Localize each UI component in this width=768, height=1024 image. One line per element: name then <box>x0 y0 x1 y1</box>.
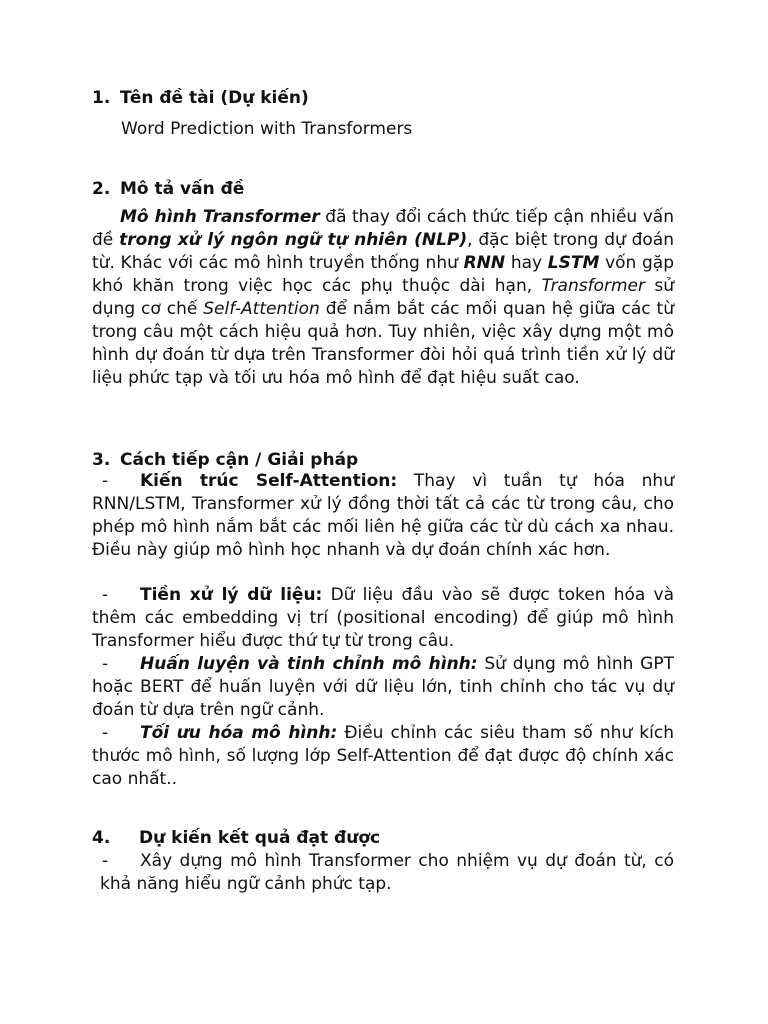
text-run: vốn gặp khó khăn trong việc học các phụ thuộc dài hạn, <box>92 253 675 296</box>
item-text: Dữ liệu đầu vào sẽ được token hóa và thêm các embedding vị trí (positional encoding) để giúp mô hình Transformer hiểu được thứ tự từ trong câu. <box>92 585 674 651</box>
item-label: Huấn luyện và tinh chỉnh mô hình: <box>140 654 478 674</box>
text-run: hay <box>505 253 548 273</box>
bullet-dash: - <box>102 471 109 491</box>
bullet-dash: - <box>102 585 109 605</box>
text-run: để nắm bắt các mối quan hệ giữa các từ trong câu một cách hiệu quả hơn. Tuy nhiên, việc xây dựng một mô hình dự đoán từ dựa trên Transformer đòi hỏi quá trình tiền xử lý dữ liệu phức tạp và tối ưu hóa mô hình để đạt hiệu suất cao. <box>92 299 674 388</box>
text-run: , đặc biệt trong dự đoán từ. Khác với các mô hình truyền thống như <box>92 230 674 273</box>
item-text: Thay vì tuần tự hóa như RNN/LSTM, Transformer xử lý đồng thời tất cả các từ trong câu, cho phép mô hình nắm bắt các mối liên hệ giữa các từ dù cách xa nhau. Điều này giúp mô hình học nhanh và dự đoán chính xác hơn. <box>92 471 674 560</box>
bullet-dash: - <box>102 851 109 871</box>
section-title: Tên đề tài (Dự kiến) <box>120 88 309 108</box>
approach-item-training <box>92 653 674 722</box>
section-4-heading <box>92 827 380 849</box>
project-title: Word Prediction with Transformers <box>121 119 413 139</box>
section-1-heading <box>92 87 309 109</box>
section-title: Cách tiếp cận / Giải pháp <box>120 450 359 470</box>
bullet-dash: - <box>102 654 109 674</box>
expected-result-item <box>100 850 674 896</box>
approach-item-self-attention <box>92 470 674 562</box>
item-label: Tối ưu hóa mô hình: <box>140 723 338 743</box>
item-text: Sử dụng mô hình GPT hoặc BERT để huấn luyện với dữ liệu lớn, tinh chỉnh cho tác vụ dự đoán từ dựa trên ngữ cảnh. <box>92 654 674 720</box>
approach-item-preprocessing <box>92 584 674 653</box>
section-number: 2. <box>92 179 111 199</box>
approach-item-optimization <box>92 722 674 791</box>
emphasis-rnn: RNN <box>463 253 506 273</box>
section-3-heading <box>92 449 358 471</box>
bullet-dash: - <box>102 723 109 743</box>
text-run: sử dụng cơ chế <box>92 276 674 319</box>
item-label: Tiền xử lý dữ liệu: <box>140 585 323 605</box>
emphasis-nlp: trong xử lý ngôn ngữ tự nhiên (NLP) <box>119 230 468 250</box>
emphasis-lstm: LSTM <box>547 253 600 273</box>
item-text: Xây dựng mô hình Transformer cho nhiệm vụ dự đoán từ, có khả năng hiểu ngữ cảnh phức tạp. <box>100 851 674 894</box>
section-2-heading <box>92 178 244 200</box>
text-run: đã thay đổi cách thức tiếp cận nhiều vấn đề <box>92 207 674 250</box>
emphasis-transformer-italic: Transformer <box>541 276 645 296</box>
item-text: Điều chỉnh các siêu tham số như kích thước mô hình, số lượng lớp Self-Attention để đạt được độ chính xác cao nhất.. <box>92 723 674 789</box>
emphasis-self-attention: Self-Attention <box>203 299 320 319</box>
section-number: 4. <box>92 828 111 848</box>
item-label: Kiến trúc Self-Attention: <box>140 471 398 491</box>
emphasis-transformer: Mô hình Transformer <box>120 207 320 227</box>
problem-description-paragraph <box>92 206 674 390</box>
section-title: Mô tả vấn đề <box>120 179 245 199</box>
section-number: 1. <box>92 88 111 108</box>
section-title: Dự kiến kết quả đạt được <box>139 828 381 848</box>
section-number: 3. <box>92 450 111 470</box>
